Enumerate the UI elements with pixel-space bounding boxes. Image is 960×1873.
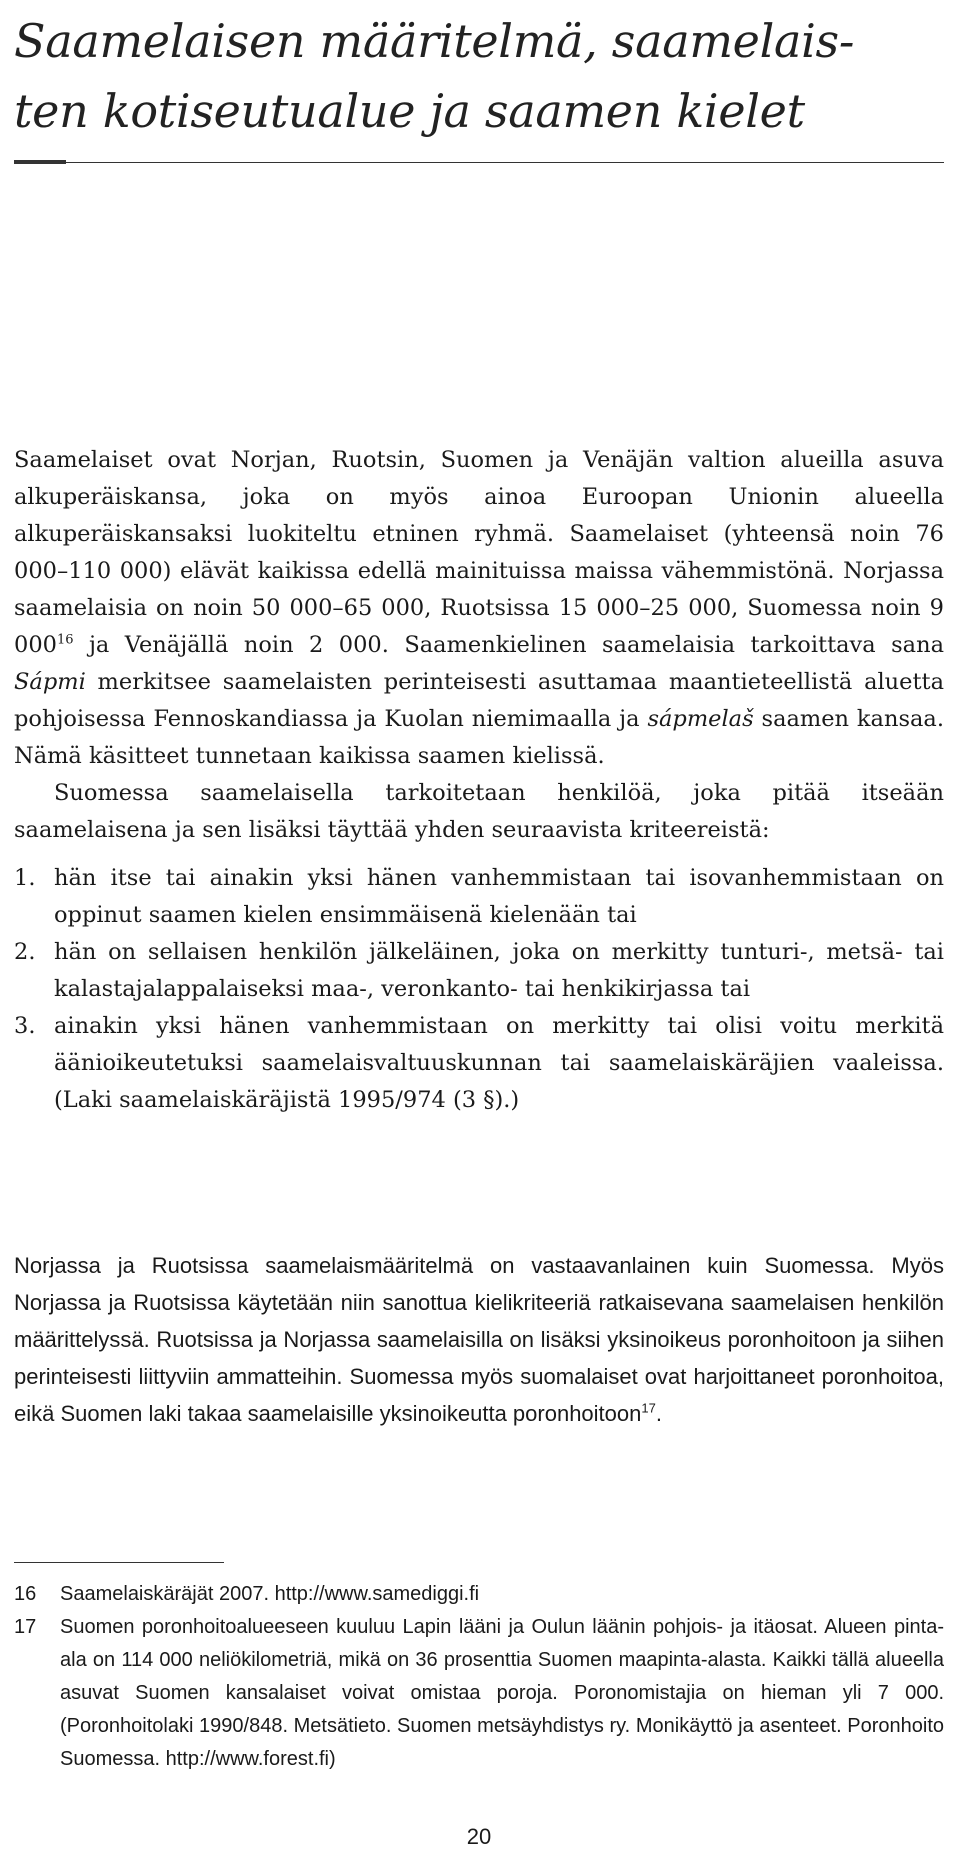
intro-text-4: saamen kansaa. Nämä käsitteet tunnetaan kaikissa saamen kielissä. [14, 706, 944, 769]
intro-text-2: ja Venäjällä noin 2 000. Saamenkielinen saamelaisia tarkoittava sana [73, 632, 944, 658]
term-sapmelas: sápmelaš [647, 706, 754, 732]
title-rule [66, 162, 944, 163]
list-item-text: hän itse tai ainakin yksi hänen vanhemmistaan tai isovanhemmistaan on oppinut saamen kielen ensimmäisenä kielenään tai [54, 865, 944, 928]
footnote-17 [14, 1611, 944, 1776]
nordic-text-end: . [655, 1401, 662, 1426]
title-line-1: Saamelaisen määritelmä, saamelais- [14, 14, 855, 68]
intro-text-1: Saamelaiset ovat Norjan, Ruotsin, Suomen ja Venäjän valtion alueilla asuva alkuperäiskansa, joka on myös ainoa Euroopan Unionin alueella alkuperäiskansaksi luokiteltu etninen ryhmä. Saamelaiset (yhteensä noin 76 000–110 000) elävät kaikissa edellä mainituissa maissa vähemmistönä. Norjassa saamelaisia on noin 50 000–65 000, Ruotsissa 15 000–25 000, Suomessa noin 9 000 [14, 447, 944, 658]
list-number: 2. [14, 939, 36, 965]
footnote-number: 17 [14, 1616, 37, 1638]
list-number: 3. [14, 1013, 36, 1039]
footnote-text: Suomen poronhoitoalueeseen kuuluu Lapin lääni ja Oulun läänin pohjois- ja itäosat. Alueen pinta-ala on 114 000 neliökilometriä, mikä on 36 prosenttia Suomen maapinta-alasta. Kaikki tällä alueella asuvat Suomen kansalaiset voivat omistaa poroja. Poronomistajia on hieman yli 7 000. (Poronhoitolaki 1990/848. Metsätieto. Suomen metsäyhdistys ry. Monikäyttö ja asenteet. Poronhoito Suomessa. http://www.forest.fi) [60, 1616, 944, 1770]
nordic-text: Norjassa ja Ruotsissa saamelaismääritelmä on vastaavanlainen kuin Suomessa. Myös Norjassa ja Ruotsissa käytetään niin sanottua kielikriteeriä ratkaisevana saamelaisen henkilön määrittelyssä. Ruotsissa ja Norjassa saamelaisilla on lisäksi yksinoikeus poronhoitoon ja siihen perinteisesti liittyviin ammatteihin. Suomessa myös suomalaiset ovat harjoittaneet poronhoitoa, eikä Suomen laki takaa saamelaisille yksinoikeutta poronhoitoon [14, 1253, 944, 1426]
footnote-ref-16[interactable]: 16 [56, 632, 74, 648]
footnote-16 [14, 1578, 944, 1611]
intro-text-3: merkitsee saamelaisten perinteisesti asuttamaa maantieteellistä aluetta pohjoisessa Fennoskandiassa ja Kuolan niemimaalla ja [14, 669, 944, 732]
main-body [14, 442, 944, 1119]
intro-paragraph [14, 442, 944, 775]
list-item-text: hän on sellaisen henkilön jälkeläinen, joka on merkitty tunturi-, metsä- tai kalastajalappalaiseksi maa-, veronkanto- tai henkikirjassa tai [54, 939, 944, 1002]
criteria-list [14, 860, 944, 1119]
title-rule-accent [14, 160, 66, 164]
footnotes [14, 1578, 944, 1776]
footnote-rule [14, 1562, 224, 1563]
nordic-paragraph [14, 1247, 944, 1432]
footnote-number: 16 [14, 1583, 37, 1605]
list-item [14, 1008, 944, 1119]
list-item-text: ainakin yksi hänen vanhemmistaan on merkitty tai olisi voitu merkitä äänioikeutetuksi saamelaisvaltuuskunnan tai saamelaiskäräjien vaaleissa. (Laki saamelaiskäräjistä 1995/974 (3 §).) [54, 1013, 944, 1113]
list-item [14, 860, 944, 934]
title-line-2: ten kotiseutualue ja saamen kielet [14, 84, 805, 138]
footnote-ref-17[interactable]: 17 [641, 1400, 656, 1416]
page-title [14, 6, 944, 146]
list-number: 1. [14, 865, 36, 891]
definition-lead: Suomessa saamelaisella tarkoitetaan henkilöä, joka pitää itseään saamelaisena ja sen lisäksi täyttää yhden seuraavista kriteereistä: [14, 780, 944, 843]
footnote-text: Saamelaiskäräjät 2007. http://www.samediggi.fi [60, 1583, 480, 1605]
page-number: 20 [466, 1824, 492, 1849]
term-sapmi: Sápmi [14, 669, 86, 695]
list-item [14, 934, 944, 1008]
